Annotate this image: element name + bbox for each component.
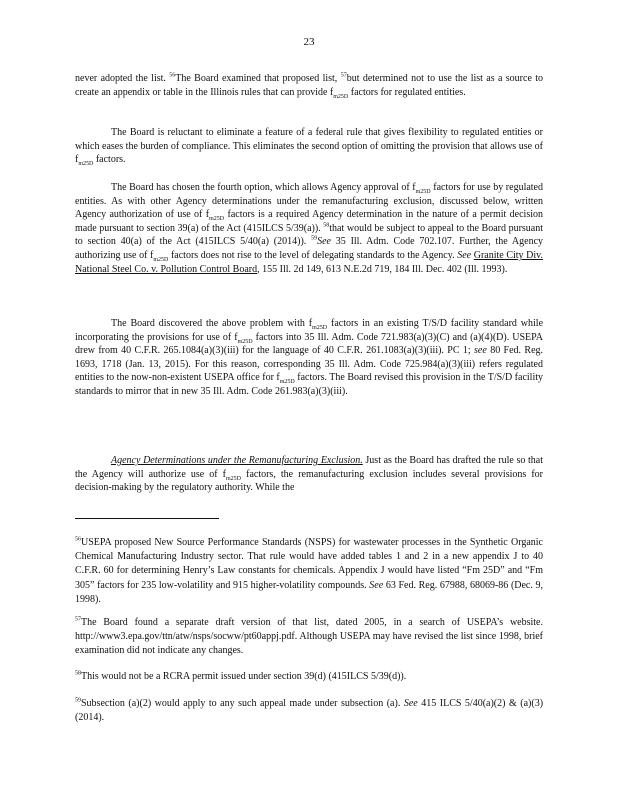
footnote-separator (75, 518, 219, 519)
page-number: 23 (303, 36, 315, 48)
paragraph-3: The Board has chosen the fourth option, which allows Agency approval of $f_{m25D}$ factors for use by regulated entities. As with other Agency determinations under the remanufacturing exclusion, discussed below, written Agency authorization of use of $f_{m25D}$ factors is a required Agency determination in the nature of a permit decision made pursuant to section 39(a) of the Act (415ILCS 5/39(a)). $^{58}$that would be subject to appeal to the Board pursuant to section 40(a) of the Act (415ILCS 5/40(a) (2014)). $^{59}$See 35 Ill. Adm. Code 702.107. Further, the Agency authorizing use of $f_{m25D}$ factors does not rise to the level of delegating standards to the Agency. See Granite City Div. National Steel Co. v. Pollution Control Board, 155 Ill. 2d 149, 613 N.E.2d 719, 184 Ill. Dec. 402 (Ill. 1993). (75, 182, 544, 275)
case-citation: Granite City Div. National Steel Co. v. Pollution Control Board (75, 249, 543, 275)
footnote-ref-57: 57 (340, 72, 347, 79)
footnote-58: $^{58}$This would not be a RCRA permit issued under section 39(d) (415ILCS 5/39(d)). (75, 670, 407, 682)
footnote-ref-59: 59 (311, 236, 318, 243)
paragraph-1: never adopted the list. $^{56}$The Board examined that proposed list, $^{57}$but determined not to use the list as a source to create an appendix or table in the Illinois rules that can provide $f_{m25D}$ factors for regulated entities. (75, 72, 544, 100)
footnote-59: $^{59}$Subsection (a)(2) would apply to any such appeal made under subsection (a). See 415 ILCS 5/40(a)(2) & (a)(3) (2014). (75, 697, 544, 724)
footnote-56: $^{56}$USEPA proposed New Source Performance Standards (NSPS) for wastewater processes in the Synthetic Organic Chemical Manufacturing Industry sector. That rule would have added tables 1 and 2 in a new appendix J to 40 C.F.R. 60 for determining Henry’s Law constants for chemicals. Appendix J would have listed “Fm 25D” and “Fm 305” factors for 235 low-volatility and 915 higher-volatility compounds. See 63 Fed. Reg. 67988, 68069-86 (Dec. 9, 1998). (75, 536, 544, 605)
footnote-ref-56: 56 (169, 72, 176, 79)
footnote-57: $^{57}$The Board found a separate draft version of that list, dated 2005, in a search of USEPA’s website. http://www3.epa.gov/ttn/atw/nsps/socww/pt60appj.pdf. Although USEPA may have revised the list since 1998, brief examination did not indicate any changes. (75, 616, 543, 657)
paragraph-4: The Board discovered the above problem with $f_{m25D}$ factors in an existing T/S/D facility standard while incorporating the provisions for use of $f_{m25D}$ factors into 35 Ill. Adm. Code 721.983(a)(3)(C) and (a)(4)(D). USEPA drew from 40 C.F.R. 265.1084(a)(3)(iii) for the language of 40 C.F.R. 261.1083(a)(3)(iii). PC 1; see 80 Fed. Reg. 1693, 1718 (Jan. 13, 2015). For this reason, corresponding 35 Ill. Adm. Code 725.984(a)(3)(iii) refers regulated entities to the now-non-existent USEPA office for $f_{m25D}$ factors. The Board revised this provision in the T/S/D facility standards to mirror that in new 35 Ill. Adm. Code 261.983(a)(3)(iii). (75, 318, 544, 397)
paragraph-5: Agency Determinations under the Remanufacturing Exclusion. Just as the Board has drafted the rule so that the Agency will authorize use of $f_{m25D}$ factors, the remanufacturing exclusion includes several provisions for decision-making by the regulatory authority. While the (75, 455, 544, 494)
footnote-ref-58: 58 (323, 222, 330, 229)
section-heading: Agency Determinations under the Remanufacturing Exclusion. (111, 455, 363, 466)
paragraph-2: The Board is reluctant to eliminate a feature of a federal rule that gives flexibility to regulated entities or which eases the burden of compliance. This eliminates the second option of omitting the provision that allows use of $f_{m25D}$ factors. (75, 127, 543, 168)
